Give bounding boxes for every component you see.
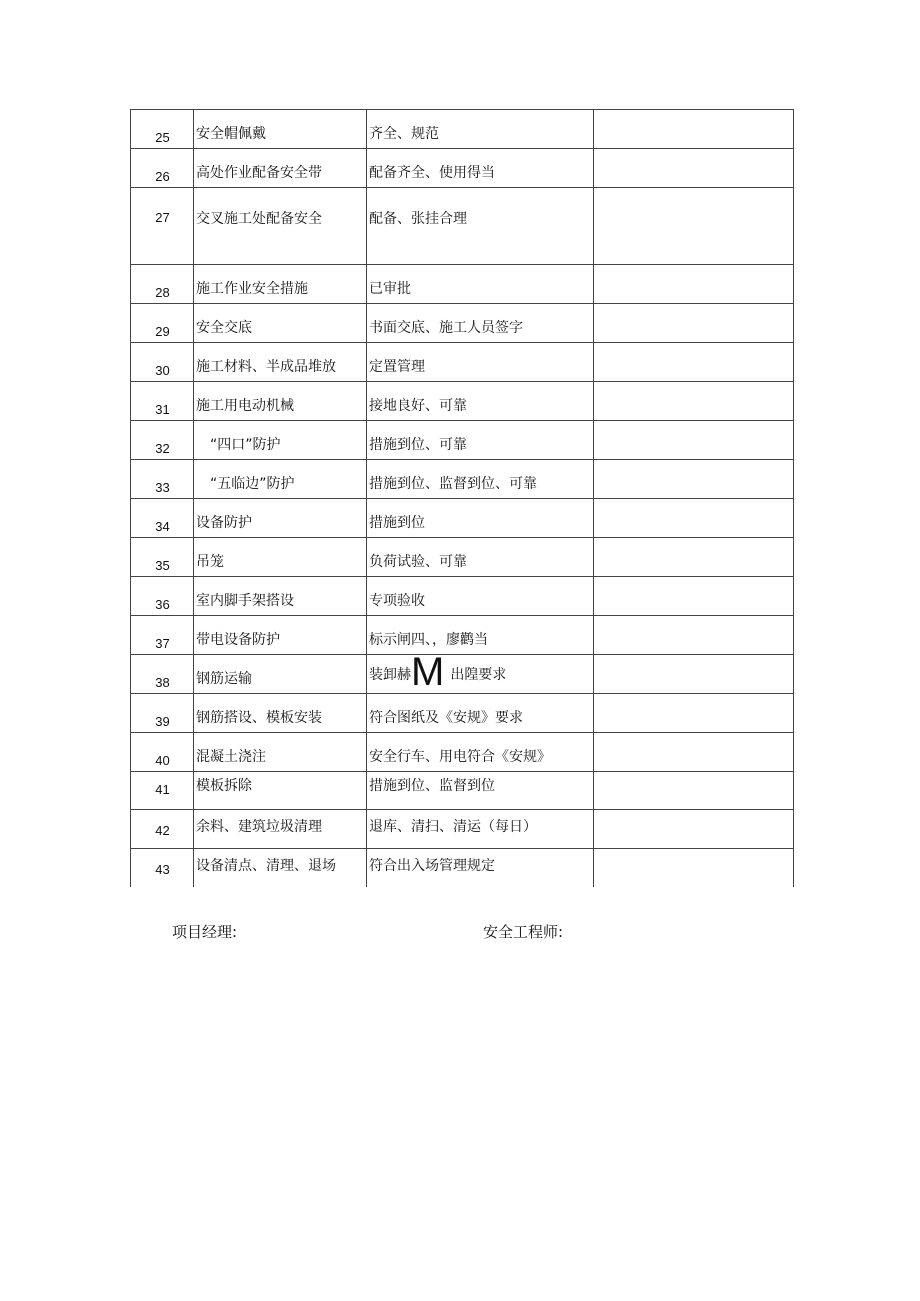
- requirement-glyph-m: M: [411, 650, 445, 694]
- check-item: 高处作业配备安全带: [196, 165, 322, 181]
- check-item: 设备防护: [196, 515, 252, 531]
- check-item: 模板拆除: [196, 778, 252, 794]
- requirement: 安全行车、用电符合《安规》: [369, 749, 551, 765]
- result-cell: [593, 499, 793, 537]
- table-row: [130, 149, 793, 188]
- check-item: 施工用电动机械: [196, 398, 294, 414]
- requirement-part-a: 装卸赫: [369, 667, 411, 683]
- row-number: 40: [155, 753, 170, 768]
- table-row: [130, 577, 793, 616]
- requirement: 措施到位、监督到位、可靠: [369, 476, 537, 492]
- requirement: 标示闸四、，廖鹳当: [369, 632, 488, 648]
- result-cell: [593, 694, 793, 732]
- table-row: [130, 188, 793, 265]
- table-row: [130, 343, 793, 382]
- check-item: 带电设备防护: [196, 632, 280, 648]
- requirement: 书面交底、施工人员签字: [369, 320, 523, 336]
- check-item: 余料、建筑垃圾清理: [196, 819, 322, 835]
- requirement: 措施到位、可靠: [369, 437, 467, 453]
- table-row: [130, 304, 793, 343]
- result-cell: [593, 538, 793, 576]
- check-item: 施工材料、半成品堆放: [196, 359, 336, 375]
- check-item: “四口”防护: [196, 437, 281, 453]
- table-row: [130, 110, 793, 149]
- row-number: 43: [155, 862, 170, 877]
- row-number: 32: [155, 441, 170, 456]
- row-number: 37: [155, 636, 170, 651]
- requirement: 专项验收: [369, 593, 425, 609]
- requirement: [369, 652, 506, 692]
- check-item: 安全帽佩戴: [196, 126, 266, 142]
- result-cell: [593, 188, 793, 264]
- requirement: 配备、张挂合理: [369, 211, 467, 227]
- row-number: 34: [155, 519, 170, 534]
- row-number: 31: [155, 402, 170, 417]
- row-number: 39: [155, 714, 170, 729]
- requirement: 已审批: [369, 281, 411, 297]
- requirement: 定置管理: [369, 359, 425, 375]
- table-row: [130, 265, 793, 304]
- check-item: 混凝土浇注: [196, 749, 266, 765]
- result-cell: [593, 616, 793, 654]
- requirement: 符合出入场管理规定: [369, 858, 495, 874]
- result-cell: [593, 460, 793, 498]
- check-item: 交叉施工处配备安全: [196, 211, 322, 227]
- requirement: 配备齐全、使用得当: [369, 165, 495, 181]
- project-manager-signature-label: 项目经理:: [172, 923, 238, 941]
- table-row: [130, 538, 793, 577]
- table-row: [130, 810, 793, 849]
- table-row: [130, 733, 793, 772]
- requirement: 接地良好、可靠: [369, 398, 467, 414]
- requirement: 齐全、规范: [369, 126, 439, 142]
- table-row: [130, 694, 793, 733]
- result-cell: [593, 110, 793, 148]
- check-item: “五临边”防护: [196, 476, 295, 492]
- requirement: 符合图纸及《安规》要求: [369, 710, 523, 726]
- result-cell: [593, 655, 793, 693]
- row-number: 28: [155, 285, 170, 300]
- row-number: 38: [155, 675, 170, 690]
- result-cell: [593, 849, 793, 887]
- table-row: [130, 772, 793, 810]
- check-item: 室内脚手架搭设: [196, 593, 294, 609]
- result-cell: [593, 343, 793, 381]
- row-number: 33: [155, 480, 170, 495]
- result-cell: [593, 382, 793, 420]
- requirement: 负荷试验、可靠: [369, 554, 467, 570]
- table-row: [130, 460, 793, 499]
- table-row: [130, 849, 793, 887]
- row-number: 35: [155, 558, 170, 573]
- row-number: 36: [155, 597, 170, 612]
- result-cell: [593, 772, 793, 809]
- table-row: [130, 650, 793, 694]
- result-cell: [593, 577, 793, 615]
- requirement-part-b: 出隍要求: [450, 667, 507, 683]
- row-number: 26: [155, 169, 170, 184]
- table-row: [130, 421, 793, 460]
- result-cell: [593, 149, 793, 187]
- requirement: 退库、清扫、清运（每日）: [369, 819, 537, 835]
- result-cell: [593, 810, 793, 848]
- check-item: 吊笼: [196, 554, 224, 570]
- row-number: 42: [155, 823, 170, 838]
- row-number: 41: [155, 782, 170, 797]
- result-cell: [593, 265, 793, 303]
- requirement: 措施到位: [369, 515, 425, 531]
- table-row: [130, 382, 793, 421]
- row-number: 30: [155, 363, 170, 378]
- check-item: 钢筋搭设、模板安装: [196, 710, 322, 726]
- check-item: 钢筋运输: [196, 671, 252, 687]
- table-row: [130, 616, 793, 655]
- row-number: 25: [155, 130, 170, 145]
- result-cell: [593, 421, 793, 459]
- result-cell: [593, 733, 793, 771]
- row-number: 29: [155, 324, 170, 339]
- requirement: 措施到位、监督到位: [369, 778, 495, 794]
- table-row: [130, 499, 793, 538]
- inspection-table: [130, 109, 794, 887]
- safety-engineer-signature-label: 安全工程师:: [483, 923, 564, 941]
- check-item: 安全交底: [196, 320, 252, 336]
- row-number: 27: [155, 210, 170, 225]
- check-item: 设备清点、清理、退场: [196, 858, 336, 874]
- check-item: 施工作业安全措施: [196, 281, 308, 297]
- result-cell: [593, 304, 793, 342]
